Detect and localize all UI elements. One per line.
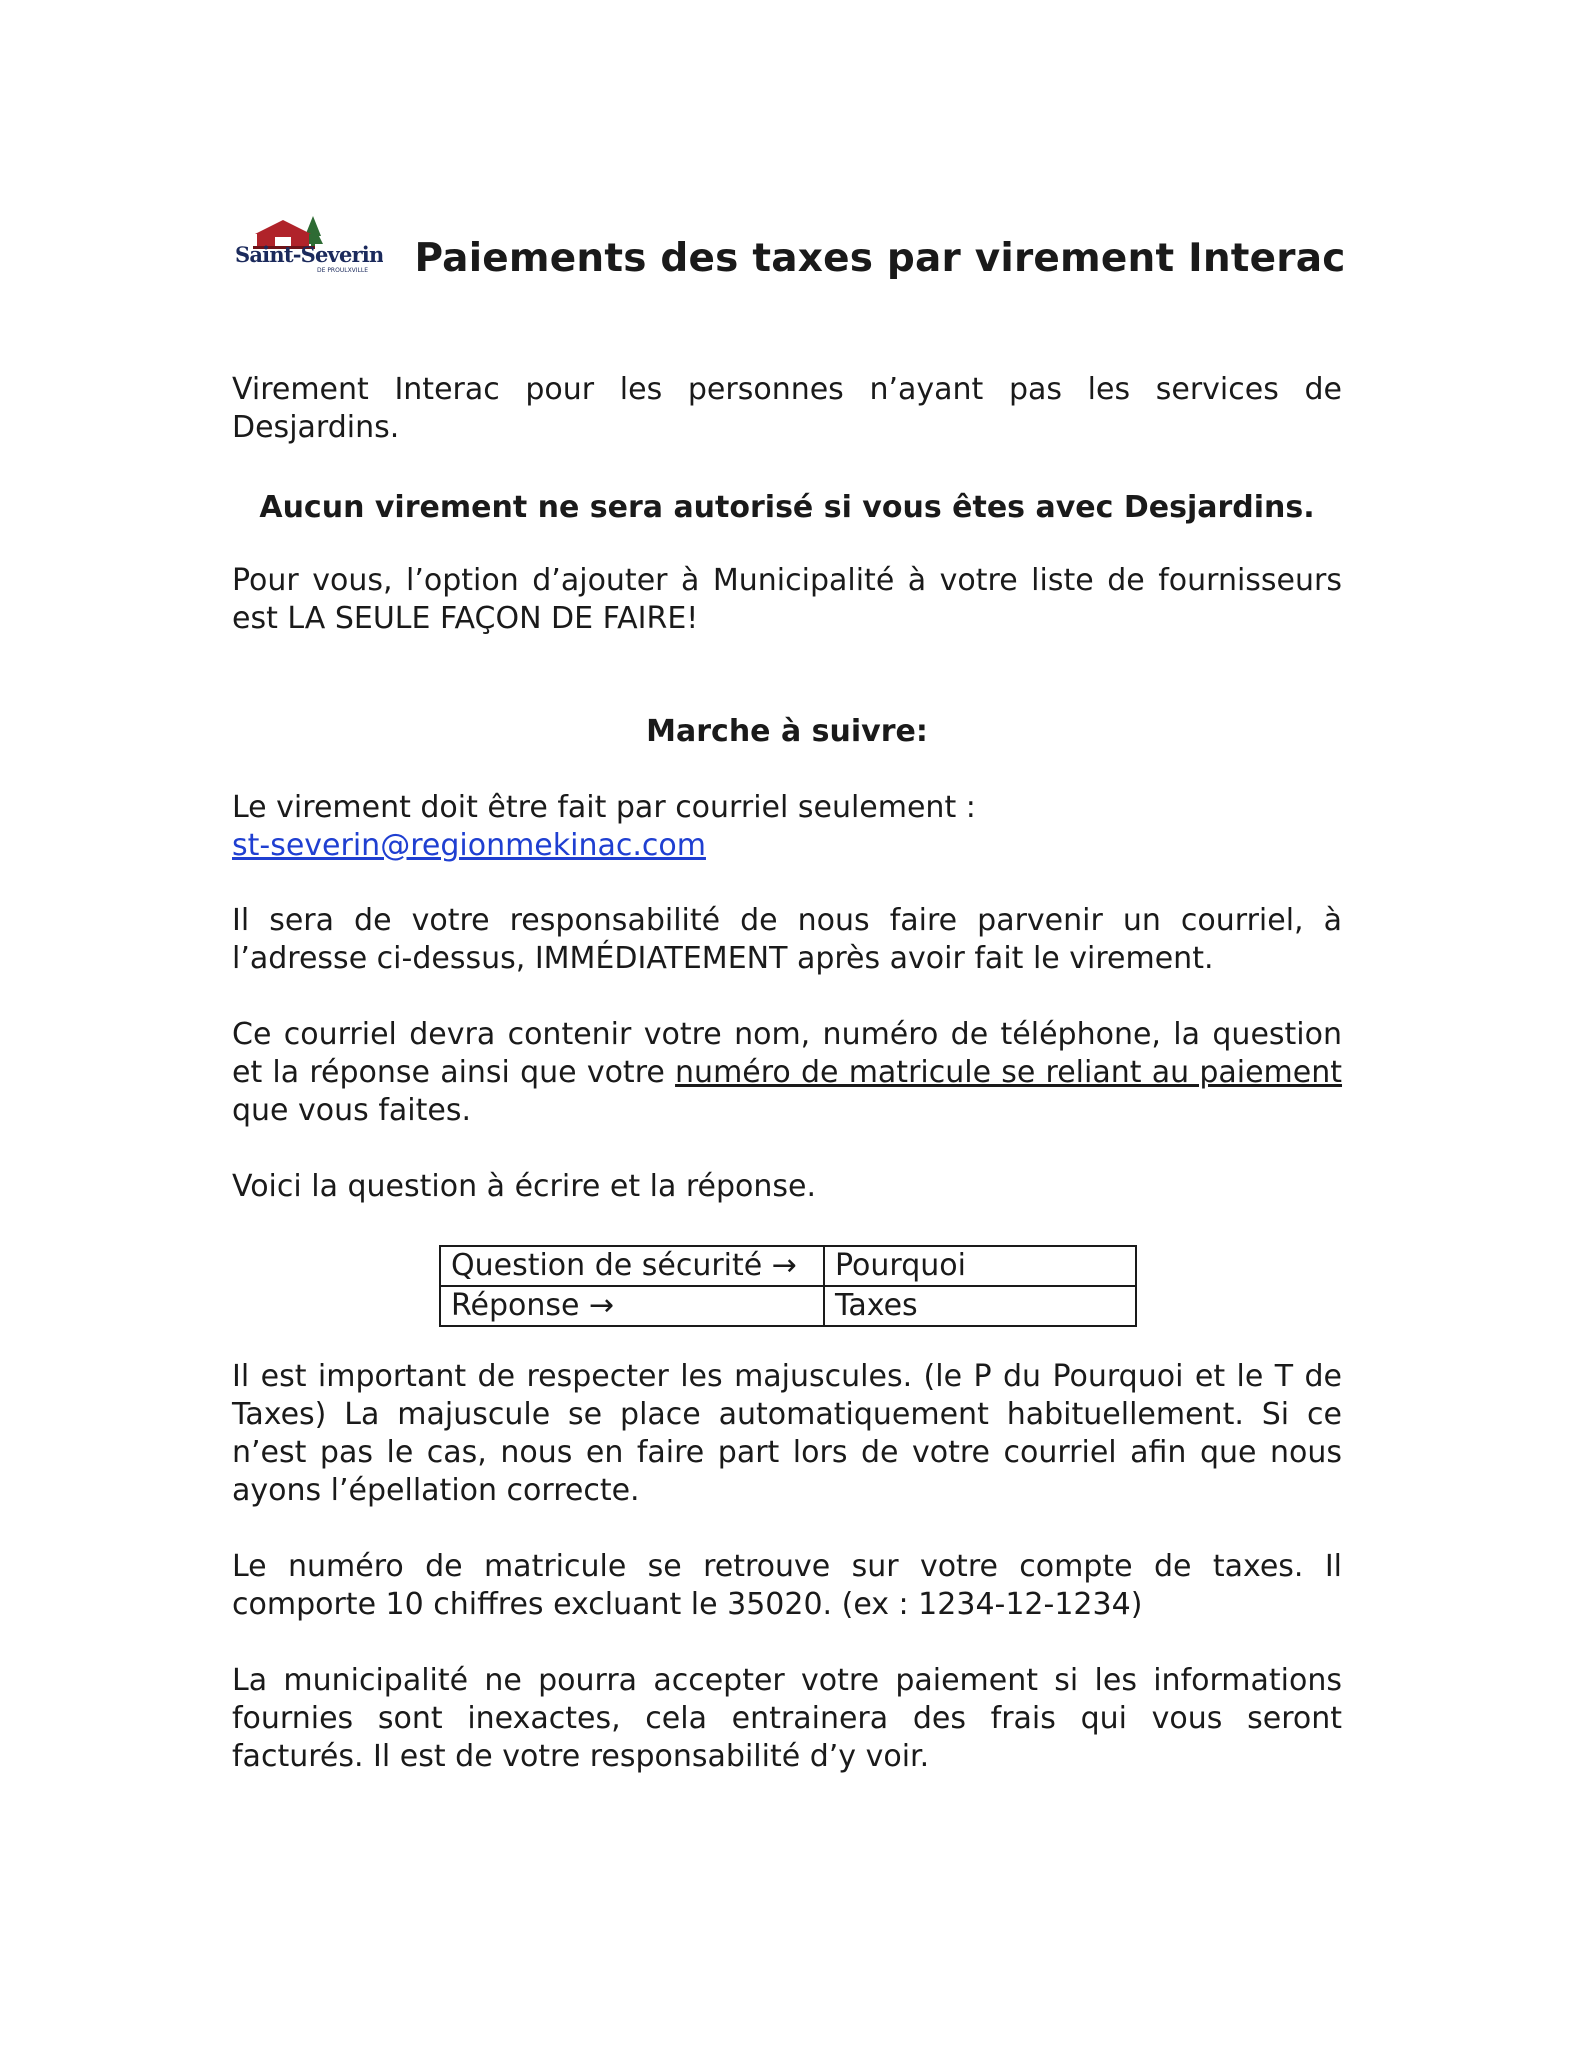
- supplier-option-paragraph: Pour vous, l’option d’ajouter à Municipalité à votre liste de fournisseurs est LA SEULE FAÇON DE FAIRE!: [232, 563, 1342, 636]
- steps-heading: Marche à suivre:: [646, 714, 928, 749]
- question-intro: Voici la question à écrire et la réponse.: [232, 1169, 817, 1204]
- email-instruction: [232, 789, 1342, 865]
- svg-text:Saint-Severin: Saint-Severin: [235, 242, 383, 267]
- covered-bridge-logo-icon: [233, 214, 383, 276]
- capitals-note: Il est important de respecter les majuscules. (le P du Pourquoi et le T de Taxes) La majuscule se place automatiquement habituellement. Si ce n’est pas le cas, nous en faire part lors de votre courriel afin que nous ayons l’épellation correcte.: [232, 1359, 1342, 1508]
- email-content-end: que vous faites.: [232, 1093, 472, 1128]
- email-content-paragraph: [232, 1016, 1342, 1130]
- answer-value-cell: Taxes: [824, 1286, 1136, 1326]
- matricule-note: Le numéro de matricule se retrouve sur votre compte de taxes. Il comporte 10 chiffres excluant le 35020. (ex : 1234-12-1234): [232, 1549, 1342, 1622]
- email-instruction-text: Le virement doit être fait par courriel seulement :: [232, 790, 976, 825]
- page-title: Paiements des taxes par virement Interac: [414, 236, 1346, 281]
- email-link[interactable]: st-severin@regionmekinac.com: [232, 828, 706, 863]
- matricule-underlined-text: numéro de matricule se reliant au paiement: [675, 1055, 1343, 1090]
- disclaimer-paragraph: La municipalité ne pourra accepter votre paiement si les informations fournies sont inexactes, cela entrainera des frais qui vous seront facturés. Il est de votre responsabilité d’y voir.: [232, 1663, 1342, 1774]
- intro-paragraph: Virement Interac pour les personnes n’ayant pas les services de Desjardins.: [232, 372, 1342, 445]
- email-content-text: Ce courriel devra contenir votre nom, numéro de téléphone, la question et la réponse ainsi que votre: [232, 1017, 1342, 1090]
- responsibility-paragraph: Il sera de votre responsabilité de nous faire parvenir un courriel, à l’adresse ci-dessus, IMMÉDIATEMENT après avoir fait le virement.: [232, 903, 1342, 976]
- saint-severin-logo: [233, 214, 383, 276]
- table-row: [440, 1246, 1136, 1286]
- question-value-cell: Pourquoi: [824, 1246, 1136, 1286]
- svg-text:DE PROULXVILLE: DE PROULXVILLE: [317, 267, 369, 274]
- answer-label-cell: Réponse →: [440, 1286, 824, 1326]
- security-question-table: [439, 1245, 1137, 1327]
- desjardins-warning: Aucun virement ne sera autorisé si vous êtes avec Desjardins.: [259, 490, 1315, 525]
- question-label-cell: Question de sécurité →: [440, 1246, 824, 1286]
- table-row: [440, 1286, 1136, 1326]
